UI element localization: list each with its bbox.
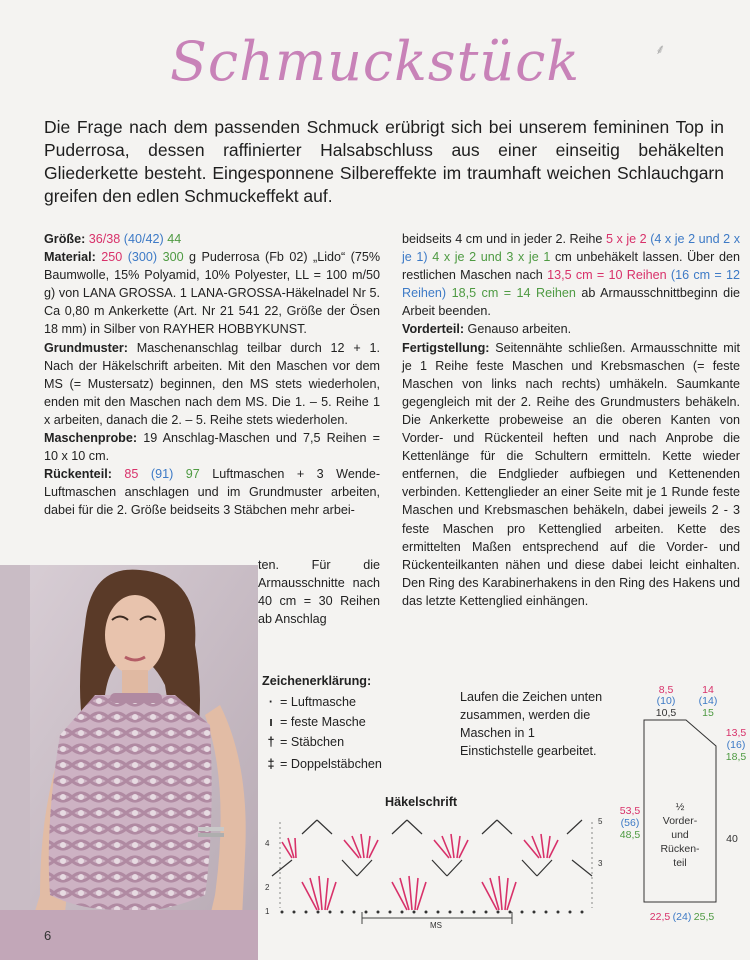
center-line-5: teil <box>673 857 687 869</box>
model-photo <box>0 565 258 960</box>
legend-item <box>262 752 452 776</box>
size-line <box>44 230 380 248</box>
finish-size-2: (16 cm = 12 Reihen) <box>402 268 740 301</box>
symbol-note: Laufen die Zeichen unten zusammen, werden die Maschen in 1 Einstichstelle gearbeitet. <box>460 690 603 758</box>
size-label: Größe: <box>44 232 86 246</box>
dim-side-blue: (56) <box>620 817 640 829</box>
grundmuster-text: Maschenanschlag teilbar durch 12 + 1. Nach der Häkelschrift arbeiten. Mit den Maschen vor dem MS (= Mustersatz) beginnen, den MS stets wiederholen, enden mit den Maschen nach dem MS. Die 1. – 5. Reihe 1 x arbeiten, danach die 2. – 5. Reihe stets wiederholen. <box>44 340 380 427</box>
intro-paragraph: Die Frage nach dem passenden Schmuck erübrigt sich bei unserem femininen Top in Puderrosa, dessen raffinierter Halsabschluss aus einer einseitig behäkelten Gliederkette besteht. Eingesponnene Silbereffekte im traumhaft weichen Schlauchgarn greifen den edlen Schmuckeffekt auf. <box>44 117 724 206</box>
instructions-right-column <box>402 230 740 610</box>
rueckenteil-continued: ten. Für die Armausschnitte nach 40 cm = 30 Reihen ab Anschlag <box>258 558 380 627</box>
legend-label: = Stäbchen <box>280 735 345 749</box>
chart-title: Häkelschrift <box>385 795 458 809</box>
page-number: 6 <box>44 928 52 943</box>
center-line-1: ½ <box>675 801 685 813</box>
legend-item <box>262 692 452 712</box>
crochet-chart <box>262 812 612 935</box>
material-size-1: 250 <box>101 250 123 265</box>
dim-side-green: 48,5 <box>619 829 641 841</box>
vorderteil-text: Genauso arbeiten. <box>467 322 572 337</box>
dim-top-black: 10,5 <box>655 707 677 719</box>
dim-top-red: 8,5 <box>658 684 674 696</box>
dim-arm-red: 13,5 <box>725 727 747 739</box>
maschenprobe-section <box>44 429 380 465</box>
grundmuster-section <box>44 339 380 429</box>
page-title: Schmuckstück <box>169 30 581 93</box>
treble-crochet-symbol: ‡ <box>267 757 275 771</box>
chart-row-3: 3 <box>598 859 603 868</box>
grundmuster-label: Grundmuster: <box>44 340 128 355</box>
material-text: g Puderrosa (Fb 02) „Lido“ (75% Baumwolle, 15% Polyamid, 10% Polyester, LL = 100 m/50 g) von LANA GROSSA. 1 LANA-GROSSA-Häkelnadel Nr 5. Ca 0,80 m Ankerkette (Art. Nr 21 541 22, Größe der Ösen 18 mm) in Silber von RAYHER HOBBYKUNST. <box>44 250 381 337</box>
legend-label: = feste Masche <box>280 715 366 729</box>
material-label: Material: <box>44 250 96 265</box>
dim-bottom-green: 25,5 <box>693 911 715 923</box>
armhole-size-1: 5 x je 2 <box>605 232 647 246</box>
symbol-legend <box>262 672 452 776</box>
legend-title: Zeichenerklärung: <box>262 674 372 688</box>
instructions-left-column <box>44 230 380 520</box>
fertigstellung-section <box>402 339 740 610</box>
dim-arm-green: 18,5 <box>725 751 747 763</box>
chart-row-4: 4 <box>265 839 270 848</box>
center-line-3: und <box>671 829 689 841</box>
dim-side-red: 53,5 <box>619 805 641 817</box>
rueckenteil-section <box>44 465 380 519</box>
fertigstellung-label: Fertigstellung: <box>402 340 490 355</box>
ms-label: MS <box>430 921 442 930</box>
maschenprobe-label: Maschenprobe: <box>44 431 138 446</box>
material-size-3: 300 <box>162 250 184 265</box>
dim-top2-green: 15 <box>702 707 714 719</box>
leaf-icon: ⸙ <box>655 41 666 57</box>
dim-top2-blue: (14) <box>698 695 718 707</box>
legend-label: = Luftmasche <box>280 695 356 709</box>
rueckenteil-size-3: 97 <box>185 467 200 482</box>
armhole-section <box>402 230 740 320</box>
size-2: (40/42) <box>123 232 164 246</box>
dim-arm-blue: (16) <box>726 739 746 751</box>
material-size-2: (300) <box>127 250 158 265</box>
armhole-size-2: (4 x je 2 und 2 x je 1) <box>402 232 740 265</box>
legend-item <box>262 732 452 752</box>
dim-bottom-red: 22,5 <box>649 911 671 923</box>
material-section <box>44 248 380 338</box>
chain-stitch-symbol: · <box>268 695 274 709</box>
maschenprobe-text: 19 Anschlag-Maschen und 7,5 Reihen = 10 x 10 cm. <box>44 431 380 464</box>
rueckenteil-size-2: (91) <box>150 467 174 482</box>
legend-item <box>262 712 452 732</box>
armhole-size-3: 4 x je 2 und 3 x je 1 <box>432 250 551 265</box>
legend-label: = Doppelstäbchen <box>280 757 382 771</box>
center-line-2: Vorder- <box>662 815 698 827</box>
armhole-text-1: beidseits 4 cm und in jeder 2. Reihe <box>402 232 603 246</box>
finish-size-1: 13,5 cm = 10 Reihen <box>547 268 667 283</box>
single-crochet-symbol: ı <box>269 715 273 729</box>
size-1: 36/38 <box>88 232 121 246</box>
dim-height: 40 <box>726 833 738 845</box>
dim-top-blue: (10) <box>656 695 676 707</box>
chart-row-1: 1 <box>265 907 270 916</box>
center-line-4: Rücken- <box>660 843 700 855</box>
dim-top2-red: 14 <box>702 684 714 696</box>
finish-size-3: 18,5 cm = 14 Reihen <box>451 286 576 301</box>
size-schematic <box>618 680 748 935</box>
rueckenteil-text: Luftmaschen + 3 Wende-Luftmaschen anschlagen und im Grundmuster arbeiten, dabei für die 2. Größe beidseits 3 Stäbchen mehr arbei- <box>44 467 381 518</box>
vorderteil-label: Vorderteil: <box>402 322 465 337</box>
vorderteil-section <box>402 320 740 338</box>
rueckenteil-size-1: 85 <box>124 467 139 482</box>
rueckenteil-label: Rückenteil: <box>44 467 112 482</box>
size-3: 44 <box>167 232 182 246</box>
chart-row-2: 2 <box>265 883 270 892</box>
dim-bottom-blue: (24) <box>672 911 692 923</box>
armhole-text-2: cm unbehäkelt lassen. Über den restlichen Maschen nach <box>402 250 740 283</box>
fertigstellung-text: Seitennähte schließen. Armausschnitte mit je 1 Reihe feste Maschen und Krebsmaschen (= feste Maschen von links nach rechts) umhäkeln. Saumkante gegengleich mit der 2. Reihe des Grundmusters behäkeln. Die Ankerkette probeweise an die oberen Kanten von Vorder- und Rückenteil heften und nach Anprobe die Kettenlänge für die Schultern ermitteln. Kette wieder entfernen, die Endglieder aufbiegen und Kettenenden verbinden. Kettenglieder an einer Seite mit je 1 Runde feste Maschen und Krebsmaschen behäkeln, dabei jeweils 2 - 3 feste Maschen pro Kettenglied arbeiten. Kette des ermittelten Maßen entsprechend auf die Vorder- und Rückenteilkanten nähen und diese dabei leicht einhalten. Den Ring des Karabinerhakens in den Ring des Hakens und das letzte Kettenglied einhängen. <box>402 340 740 608</box>
double-crochet-symbol: † <box>267 735 275 749</box>
armhole-text-3: ab Armausschnittbeginn die Arbeit beenden. <box>402 286 740 319</box>
chart-row-5: 5 <box>598 817 603 826</box>
